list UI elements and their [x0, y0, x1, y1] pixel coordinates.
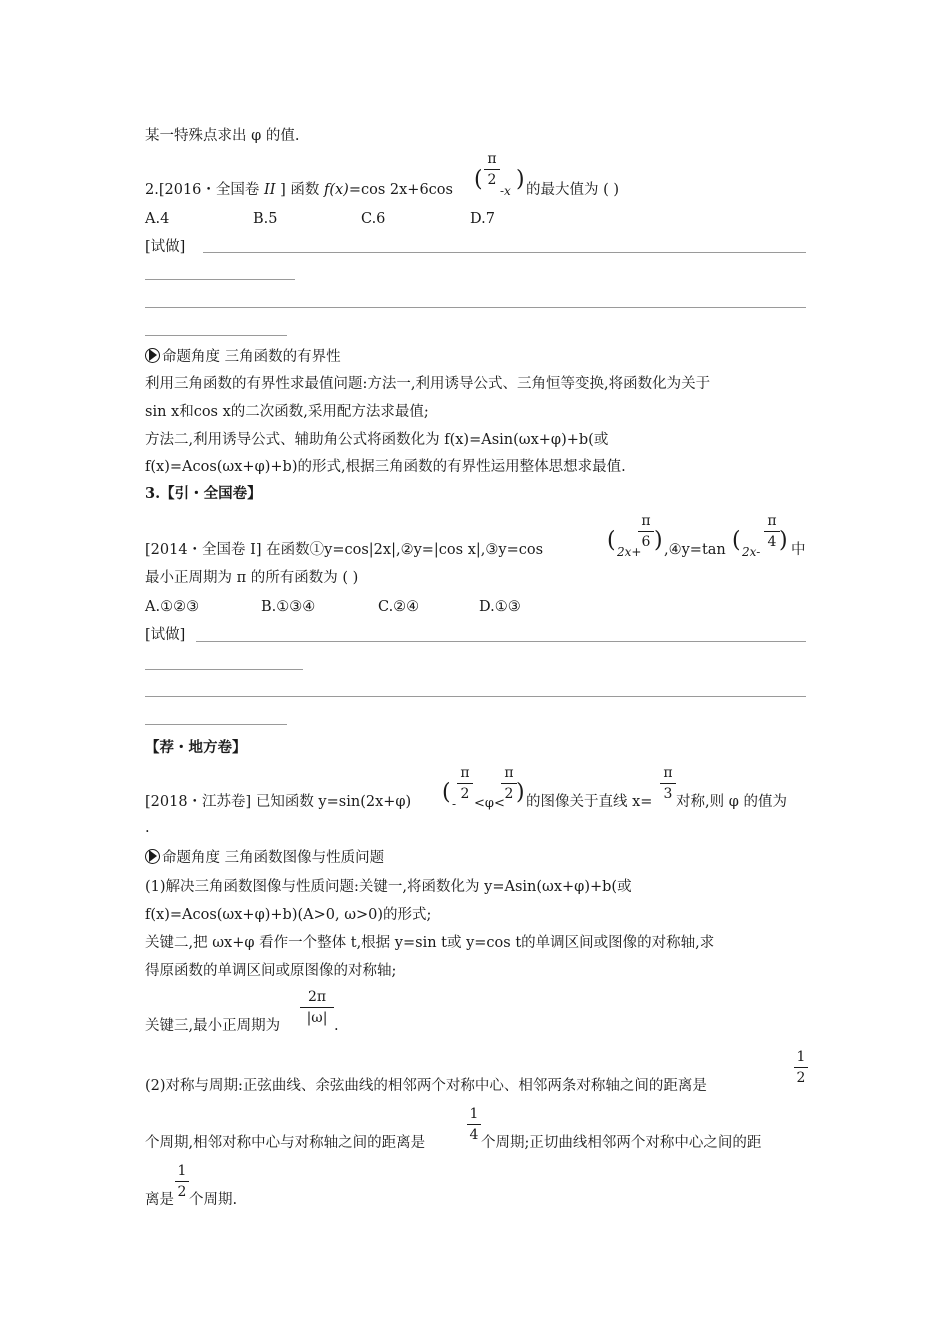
q2-option-c[interactable]: C.6 — [361, 211, 386, 227]
q2-stem-pre: 2.[2016・全国卷 — [145, 182, 260, 198]
angle2-p4d: 离是 — [145, 1192, 174, 1208]
q3-option-b[interactable]: B.①③④ — [261, 599, 316, 615]
q4-gt-num: π — [504, 765, 514, 781]
q3-answer-line-3[interactable] — [145, 696, 806, 697]
q2-option-d[interactable]: D.7 — [470, 211, 495, 227]
angle2-quarter-bar — [467, 1124, 481, 1125]
q3-paren6-right: ) — [654, 528, 663, 553]
q4-dot: . — [145, 820, 150, 836]
q4-x-frac — [660, 764, 676, 803]
q3-pi4-num: π — [767, 513, 777, 529]
angle2-quarter-den: 4 — [469, 1127, 479, 1143]
angle2-p1a: (1)解决三角函数图像与性质问题:关键一,将函数化为 y=Asin(ωx+φ)+b(或 — [145, 879, 632, 895]
q3-line2: 最小正周期为 π 的所有函数为 ( ) — [145, 570, 359, 586]
angle2-p3-num: 2π — [307, 989, 327, 1005]
angle2-heading-text: 命题角度 三角函数图像与性质问题 — [162, 850, 385, 866]
q2-stem-post: ] 函数 — [280, 182, 320, 198]
q3-option-c[interactable]: C.②④ — [378, 599, 420, 615]
q4-minus-sign: - — [452, 797, 457, 811]
q4-x-den: 3 — [663, 786, 673, 802]
q3-pi4-bar — [764, 531, 780, 532]
angle2-quarter-frac — [467, 1105, 481, 1144]
angle1-heading-text: 命题角度 三角函数的有界性 — [162, 349, 341, 365]
q2-answer-line-3[interactable] — [145, 307, 806, 308]
angle2-quarter-num: 1 — [469, 1106, 479, 1122]
intro-tail-text: 某一特殊点求出 φ 的值. — [145, 128, 300, 144]
q3-stem-b: ,④y=tan — [664, 542, 726, 558]
q3-arg4: 2x- — [742, 545, 761, 559]
q4-gt-bar — [501, 783, 517, 784]
q4-x-num: π — [663, 765, 673, 781]
q4-mid: <φ< — [474, 796, 505, 811]
q2-stem-roman: II — [264, 182, 276, 198]
angle2-half-bar — [794, 1067, 808, 1068]
q2-minus-x: -x — [500, 184, 511, 198]
angle1-heading — [145, 347, 341, 367]
q4-paren-left: ( — [442, 780, 451, 805]
angle2-p3-end: . — [334, 1018, 339, 1034]
q2-try-label: [试做] — [145, 239, 186, 255]
angle2-p4e: 个周期. — [189, 1192, 238, 1208]
angle1-line3: 方法二,利用诱导公式、辅助角公式将函数化为 f(x)=Asin(ωx+φ)+b(或 — [145, 432, 609, 448]
q4-lt-num: π — [460, 765, 470, 781]
q3-option-d[interactable]: D.①③ — [479, 599, 521, 615]
q2-stem — [145, 180, 453, 200]
q3-pi6-num: π — [641, 513, 651, 529]
q3-arg6: 2x+ — [617, 545, 642, 559]
q2-fraction — [484, 150, 500, 189]
q2-option-a[interactable]: A.4 — [145, 211, 170, 227]
q2-paren-left: ( — [474, 167, 483, 192]
q4-gt-den: 2 — [504, 786, 514, 802]
q2-fx: f(x) — [323, 182, 349, 198]
q4-stem-b: 的图像关于直线 x= — [526, 794, 653, 810]
q2-option-b[interactable]: B.5 — [253, 211, 278, 227]
angle2-half2-den: 2 — [177, 1184, 187, 1200]
angle2-half2-frac — [175, 1162, 189, 1201]
q3-stem-a: [2014・全国卷 I] 在函数①y=cos|2x|,②y=|cos x|,③y=cos — [145, 542, 544, 558]
angle2-half-den: 2 — [796, 1070, 806, 1086]
q4-lt-frac — [457, 764, 473, 803]
q2-frac-num: π — [487, 151, 497, 167]
q2-tail: 的最大值为 ( ) — [526, 182, 620, 198]
angle2-p1b: f(x)=Acos(ωx+φ)+b)(A>0, ω>0)的形式; — [145, 907, 432, 923]
q3-answer-line-2[interactable] — [145, 669, 303, 670]
q3-stem-c: 中 — [791, 542, 806, 558]
angle1-line2: sin x和cos x的二次函数,采用配方法求最值; — [145, 404, 429, 420]
angle2-p3: 关键三,最小正周期为 — [145, 1018, 281, 1034]
angle2-half-num: 1 — [796, 1049, 806, 1065]
angle2-p4c: 个周期;正切曲线相邻两个对称中心之间的距 — [481, 1135, 762, 1151]
q4-x-bar — [660, 783, 676, 784]
angle2-heading — [145, 848, 384, 868]
q3-paren4-left: ( — [732, 528, 741, 553]
play-circle-icon — [145, 849, 160, 864]
q2-eq: =cos 2x+6cos — [348, 182, 453, 198]
q4-stem-a: [2018・江苏卷] 已知函数 y=sin(2x+φ) — [145, 794, 412, 810]
play-circle-icon — [145, 348, 160, 363]
q4-lt-den: 2 — [460, 786, 470, 802]
q3-title: 3.【引・全国卷】 — [145, 485, 262, 502]
q3-pi4-den: 4 — [767, 534, 777, 550]
angle2-p2a: 关键二,把 ωx+φ 看作一个整体 t,根据 y=sin t或 y=cos t的单调区间或图像的对称轴,求 — [145, 935, 715, 951]
angle2-p3-den: |ω| — [306, 1010, 328, 1026]
q4-title: 【荐・地方卷】 — [145, 739, 247, 756]
angle2-half-frac — [794, 1048, 808, 1087]
q3-pi6 — [638, 512, 654, 551]
angle2-p4a: (2)对称与周期:正弦曲线、余弦曲线的相邻两个对称中心、相邻两条对称轴之间的距离是 — [145, 1078, 707, 1094]
angle2-period-frac — [300, 988, 334, 1027]
q3-answer-line-4[interactable] — [145, 724, 287, 725]
q4-gt-frac — [501, 764, 517, 803]
q2-paren-right: ) — [516, 167, 525, 192]
q3-pi4 — [764, 512, 780, 551]
angle2-half2-num: 1 — [177, 1163, 187, 1179]
angle1-line4: f(x)=Acos(ωx+φ)+b)的形式,根据三角函数的有界性运用整体思想求最值. — [145, 459, 626, 475]
q3-pi6-den: 6 — [641, 534, 651, 550]
q3-try-label: [试做] — [145, 627, 186, 643]
q4-stem-c: 对称,则 φ 的值为 — [676, 794, 787, 810]
angle2-half2-bar — [175, 1181, 189, 1182]
q4-paren-right: ) — [516, 780, 525, 805]
q3-answer-line-1[interactable] — [196, 641, 806, 642]
q3-option-a[interactable]: A.①②③ — [145, 599, 200, 615]
angle2-p3-bar — [300, 1007, 334, 1008]
q4-lt-bar — [457, 783, 473, 784]
q2-answer-line-2[interactable] — [145, 279, 295, 280]
q3-pi6-bar — [638, 531, 654, 532]
q2-answer-line-4[interactable] — [145, 335, 287, 336]
q2-frac-bar — [484, 169, 500, 170]
q2-frac-den: 2 — [487, 172, 497, 188]
q3-paren4-right: ) — [779, 528, 788, 553]
q2-answer-line-1[interactable] — [203, 252, 806, 253]
angle2-p4b: 个周期,相邻对称中心与对称轴之间的距离是 — [145, 1135, 426, 1151]
angle1-line1: 利用三角函数的有界性求最值问题:方法一,利用诱导公式、三角恒等变换,将函数化为关于 — [145, 376, 711, 392]
q3-paren6-left: ( — [607, 528, 616, 553]
angle2-p2b: 得原函数的单调区间或原图像的对称轴; — [145, 963, 397, 979]
